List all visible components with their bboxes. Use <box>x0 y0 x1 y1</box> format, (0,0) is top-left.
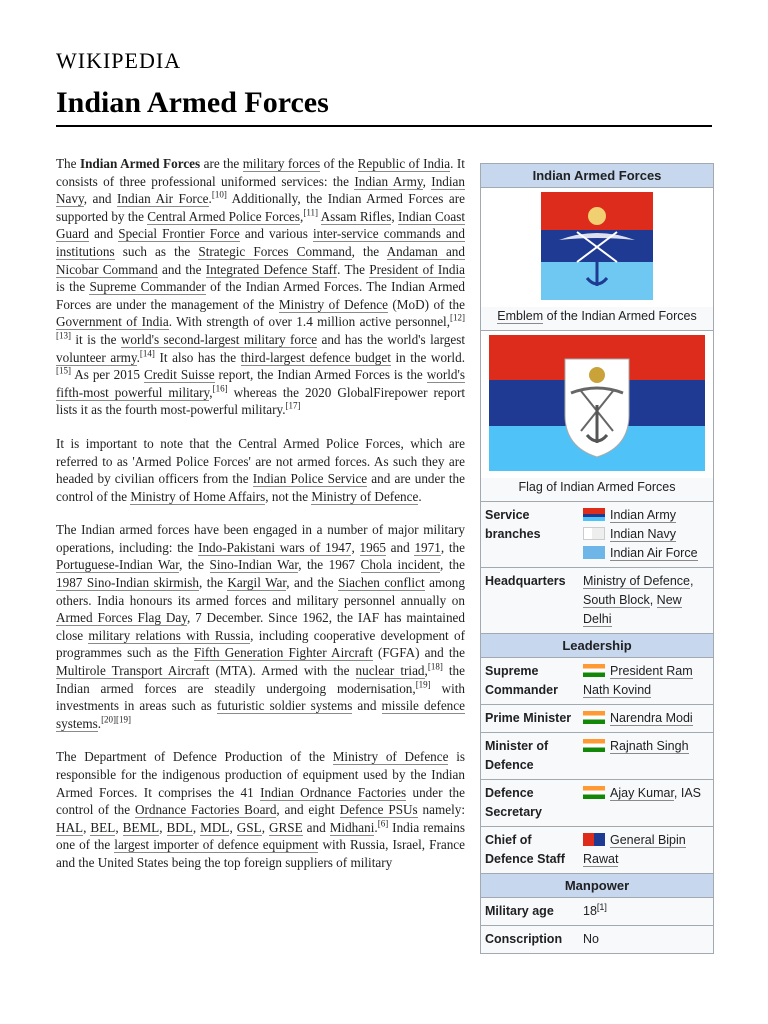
citation-link[interactable]: [10] <box>211 189 227 200</box>
article-link[interactable]: Chola incident <box>360 557 441 573</box>
text-run: (FGFA) and the <box>372 645 465 661</box>
text-run: in the world. <box>390 349 465 365</box>
conscription-row <box>481 925 713 953</box>
article-link[interactable]: Ministry of Defence <box>278 296 388 312</box>
text-run: , <box>159 819 167 835</box>
flag-image[interactable] <box>489 335 705 471</box>
article-link[interactable]: Ordnance Factories Board <box>134 802 277 818</box>
text-run: of the Indian Armed Forces. The Indian Armed Forces are under the management of the <box>56 279 465 312</box>
citation-link[interactable]: [12][13] <box>56 312 466 341</box>
text-run: of the <box>320 156 358 171</box>
article-link[interactable]: MDL <box>200 819 230 835</box>
text-run: , the <box>199 575 228 591</box>
article-link[interactable]: Strategic Forces Command <box>198 243 352 259</box>
text-run: with Russia, Israel, France and the United States being the top foreign suppliers of military <box>56 837 465 870</box>
text-run: whereas the 2020 GlobalFirepower report lists it as the fourth most-powerful military. <box>56 384 465 418</box>
military-age-row <box>481 897 713 925</box>
indian-navy-link[interactable]: Indian Navy <box>610 527 677 541</box>
text-run: such as the <box>114 243 199 259</box>
article-link[interactable]: Ministry of Defence <box>311 488 419 504</box>
manpower-header: Manpower <box>481 873 713 897</box>
text-run: is the <box>56 279 90 295</box>
emblem-image-cell <box>481 187 713 307</box>
indian-air-force-link[interactable]: Indian Air Force <box>610 546 698 560</box>
article-link[interactable]: Indian Coast Guard <box>56 208 465 242</box>
bold-term: Indian Armed Forces <box>79 156 201 171</box>
emblem-link[interactable]: Emblem <box>497 309 544 323</box>
text-run: Additionally, the Indian Armed Forces are supported by the <box>56 191 465 224</box>
text-run: It also has the <box>154 349 241 365</box>
text-run: , and the <box>286 575 339 591</box>
article-link[interactable]: President of India <box>369 261 466 277</box>
military-age-label: Military age <box>485 904 554 918</box>
text-run: the Indian armed forces are steadily undergoing modernisation, <box>56 663 465 696</box>
text-run: , <box>115 819 123 835</box>
headquarters-value <box>583 572 709 629</box>
text-run: , the <box>440 539 465 555</box>
conscription-label: Conscription <box>485 932 563 946</box>
text-run: The Department of Defence Production of the <box>56 749 333 765</box>
text-run: The <box>56 156 80 171</box>
defence-secretary-value <box>583 784 709 822</box>
article-link[interactable]: 1965 <box>359 539 386 555</box>
article-link[interactable]: Indian Ordnance Factories <box>260 784 407 800</box>
emblem-image[interactable] <box>541 192 653 300</box>
article-link[interactable]: futuristic soldier systems <box>216 698 353 714</box>
chief-of-defence-staff-link[interactable]: General Bipin Rawat <box>583 833 686 866</box>
cds-flag-icon <box>583 833 605 846</box>
headquarters-label: Headquarters <box>485 574 566 588</box>
text-run: and <box>385 539 415 555</box>
text-run: As per 2015 <box>71 367 144 383</box>
article-link[interactable]: Assam Rifles <box>320 208 392 224</box>
text-run: . <box>97 715 102 731</box>
article-link[interactable]: Indo-Pakistani wars of 1947 <box>198 539 352 555</box>
supreme-commander-row <box>481 657 713 704</box>
article-body <box>56 155 465 888</box>
text-run: , <box>351 539 360 555</box>
military-age-number: 18 <box>583 904 597 918</box>
page-title: Indian Armed Forces <box>56 86 329 119</box>
article-link[interactable]: HAL <box>56 819 84 835</box>
text-run: and <box>88 226 119 242</box>
article-link[interactable]: Credit Suisse <box>143 367 215 383</box>
article-link[interactable]: Sino-Indian War <box>209 557 299 573</box>
text-run: The Indian armed forces have been engaged in a number of major military operations, including: the <box>56 522 465 555</box>
india-flag-icon <box>583 711 605 724</box>
text-run: . <box>136 349 140 365</box>
flag-image-cell <box>481 330 713 478</box>
indian-army-link[interactable]: Indian Army <box>610 508 677 522</box>
service-branches-row <box>481 501 713 567</box>
text-run: namely: <box>417 802 465 818</box>
article-link[interactable]: nuclear triad <box>355 663 425 679</box>
article-link[interactable]: GSL <box>236 819 262 835</box>
article-link[interactable]: inter-service commands and institutions <box>56 226 465 259</box>
prime-minister-label: Prime Minister <box>485 711 572 725</box>
text-run: , <box>192 819 201 835</box>
emblem-caption-text: of the Indian Armed Forces <box>543 309 697 323</box>
text-run: under the control of the <box>56 784 465 818</box>
text-run: (MTA). Armed with the <box>209 663 356 679</box>
citation-link[interactable]: [20][19] <box>101 714 132 725</box>
text-run: . The <box>337 261 370 277</box>
article-link[interactable]: Indian Air Force <box>117 191 209 207</box>
citation-link[interactable]: [15] <box>56 365 71 376</box>
citation-link[interactable]: [19] <box>415 679 431 690</box>
article-link[interactable]: BDL <box>166 819 193 835</box>
citation-link[interactable]: [17] <box>285 400 301 411</box>
text-run: , including cooperative development of programmes such as the <box>56 627 466 661</box>
text-run: , <box>422 173 432 189</box>
paragraph-2 <box>56 435 465 505</box>
citation-link[interactable]: [6] <box>377 818 389 829</box>
text-run: among others. India honours its armed forces and military personnel annually on <box>56 575 465 608</box>
citation-link[interactable]: [11] <box>303 207 319 218</box>
article-link[interactable]: Fifth Generation Fighter Aircraft <box>193 645 373 661</box>
article-link[interactable]: Defence PSUs <box>339 802 418 818</box>
emblem-lion-capital <box>588 207 606 225</box>
article-link[interactable]: Republic of India <box>357 156 451 171</box>
text-run: , and <box>83 191 118 207</box>
article-link[interactable]: Armed Forces Flag Day <box>56 610 187 626</box>
minister-of-defence-row <box>481 732 713 779</box>
article-link[interactable]: Siachen conflict <box>338 575 425 591</box>
air-force-ensign-icon <box>583 546 605 559</box>
text-run: . <box>374 819 378 835</box>
article-link[interactable]: largest importer of defence equipment <box>114 837 319 853</box>
text-run: , <box>261 819 269 835</box>
text-run: and the <box>157 261 206 277</box>
defence-secretary-link[interactable]: Ajay Kumar <box>610 786 674 800</box>
text-run: It is important to note that the Central Armed Police Forces, which are referred to as 'Armed Police Forces' are not armed forces. As such they are headed by civilian officers from the <box>56 435 465 487</box>
article-link[interactable]: world's fifth-most powerful military <box>56 367 465 400</box>
article-link[interactable]: Government of India <box>56 314 169 330</box>
defence-secretary-row <box>481 779 713 826</box>
minister-of-defence-value <box>583 737 709 775</box>
chief-of-defence-staff-row <box>481 826 713 873</box>
minister-of-defence-label: Minister of Defence <box>485 739 549 772</box>
text-run: is responsible for the indigenous production of equipment used by the Indian Armed Forces. It comprises the 41 <box>56 749 465 800</box>
india-flag-icon <box>583 786 605 799</box>
article-link[interactable]: GRSE <box>268 819 303 835</box>
prime-minister-row <box>481 704 713 732</box>
leadership-header: Leadership <box>481 633 713 657</box>
text-run: and has the world's largest <box>317 331 465 347</box>
text-run: , the <box>179 557 210 573</box>
article-link[interactable]: Supreme Commander <box>89 279 206 295</box>
text-run: report, the Indian Armed Forces is the <box>214 367 427 383</box>
paragraph-3 <box>56 521 465 732</box>
india-flag-icon <box>583 739 605 752</box>
text-run: and <box>302 819 330 835</box>
emblem-caption <box>481 307 713 330</box>
new-delhi-link[interactable]: New Delhi <box>583 593 682 626</box>
military-age-reference[interactable]: [1] <box>596 901 607 912</box>
president-link[interactable]: President Ram Nath Kovind <box>583 664 693 697</box>
title-divider <box>56 125 712 127</box>
text-run: are the <box>200 156 243 171</box>
paragraph-1 <box>56 155 465 419</box>
article-link[interactable]: Multirole Transport Aircraft <box>56 663 210 679</box>
article-link[interactable]: 1971 <box>414 539 441 555</box>
article-link[interactable]: 1987 Sino-Indian skirmish <box>56 575 200 591</box>
article-link[interactable]: military forces <box>242 156 321 171</box>
text-run: . It consists of three professional uniformed services: the <box>56 156 465 189</box>
wikipedia-logo[interactable]: WIKIPEDIA <box>56 48 182 73</box>
service-branches-label: Service branches <box>485 508 541 541</box>
military-age-value <box>583 902 709 921</box>
defence-secretary-suffix: , IAS <box>673 786 702 800</box>
article-link[interactable]: Midhani <box>329 819 375 835</box>
text-run: , the <box>440 557 465 573</box>
article-link[interactable]: BEML <box>122 819 160 835</box>
article-link[interactable]: Indian Army <box>354 173 423 189</box>
south-block-link[interactable]: South Block <box>583 593 650 607</box>
article-link[interactable]: Integrated Defence Staff <box>205 261 338 277</box>
article-link[interactable]: Andaman and Nicobar Command <box>56 243 465 277</box>
text-run: , not the <box>265 488 312 504</box>
article-link[interactable]: Special Frontier Force <box>118 226 240 242</box>
prime-minister-link[interactable]: Narendra Modi <box>610 711 693 725</box>
article-link[interactable]: Ministry of Defence <box>332 749 449 765</box>
text-run: , <box>209 384 213 400</box>
chief-of-defence-staff-value <box>583 831 709 869</box>
flag-caption: Flag of Indian Armed Forces <box>518 480 676 494</box>
text-run: , the <box>351 243 387 259</box>
army-flag-icon <box>583 508 605 521</box>
flag-lion-capital <box>589 367 605 383</box>
text-run: India remains one of the <box>56 819 466 853</box>
article-link[interactable]: Central Armed Police Forces <box>147 208 301 224</box>
article-link[interactable]: missile defence systems <box>56 698 465 731</box>
text-run: (MoD) of the <box>388 296 465 312</box>
text-run: . With strength of over 1.4 million active personnel, <box>168 314 451 330</box>
paragraph-4 <box>56 748 465 871</box>
text-run: . <box>418 488 422 504</box>
text-run: and various <box>239 226 313 242</box>
text-run: with investments in areas such as <box>56 680 465 714</box>
chief-of-defence-staff-label: Chief of Defence Staff <box>485 833 565 866</box>
text-run: and are under the control of the <box>56 471 465 504</box>
supreme-commander-label: Supreme Commander <box>485 664 558 697</box>
conscription-value: No <box>583 932 599 946</box>
text-run: , <box>83 819 91 835</box>
headquarters-separator-1: , <box>689 574 694 588</box>
defence-secretary-label: Defence Secretary <box>485 786 542 819</box>
citation-link[interactable]: [18] <box>427 661 443 672</box>
text-run: , 7 December. Since 1962, the IAF has maintained close <box>56 610 465 643</box>
text-run: , <box>300 208 304 224</box>
headquarters-row <box>481 567 713 633</box>
article-link[interactable]: Portuguese-Indian War <box>56 557 180 573</box>
text-run: it is the <box>71 331 121 347</box>
navy-ensign-icon <box>583 527 605 540</box>
text-run: and <box>352 698 382 714</box>
headquarters-separator-2: , <box>649 593 657 607</box>
defence-minister-link[interactable]: Rajnath Singh <box>610 739 689 753</box>
article-link[interactable]: world's second-largest military force <box>120 331 318 347</box>
infobox <box>480 163 714 954</box>
infobox-title: Indian Armed Forces <box>481 164 713 187</box>
citation-link[interactable]: [16] <box>212 383 228 394</box>
text-run: , <box>424 663 428 679</box>
article-link[interactable]: Indian Navy <box>56 173 465 207</box>
article-link[interactable]: military relations with Russia <box>88 627 251 643</box>
service-branches-value <box>583 506 709 563</box>
text-run: , <box>229 819 237 835</box>
article-link[interactable]: Indian Police Service <box>252 471 368 487</box>
text-run: , and eight <box>276 802 340 818</box>
article-link[interactable]: BEL <box>90 819 116 835</box>
ministry-of-defence-link[interactable]: Ministry of Defence <box>583 574 690 588</box>
india-flag-icon <box>583 664 605 677</box>
article-link[interactable]: third-largest defence budget <box>240 349 391 365</box>
citation-link[interactable]: [14] <box>139 348 155 359</box>
article-link[interactable]: Kargil War <box>227 575 287 591</box>
text-run: , the 1967 <box>298 557 361 573</box>
prime-minister-value <box>583 709 709 728</box>
supreme-commander-value <box>583 662 709 700</box>
text-run: . <box>208 191 212 207</box>
text-run: , <box>391 208 398 224</box>
article-link[interactable]: volunteer army <box>56 349 137 365</box>
article-link[interactable]: Ministry of Home Affairs <box>130 488 266 504</box>
